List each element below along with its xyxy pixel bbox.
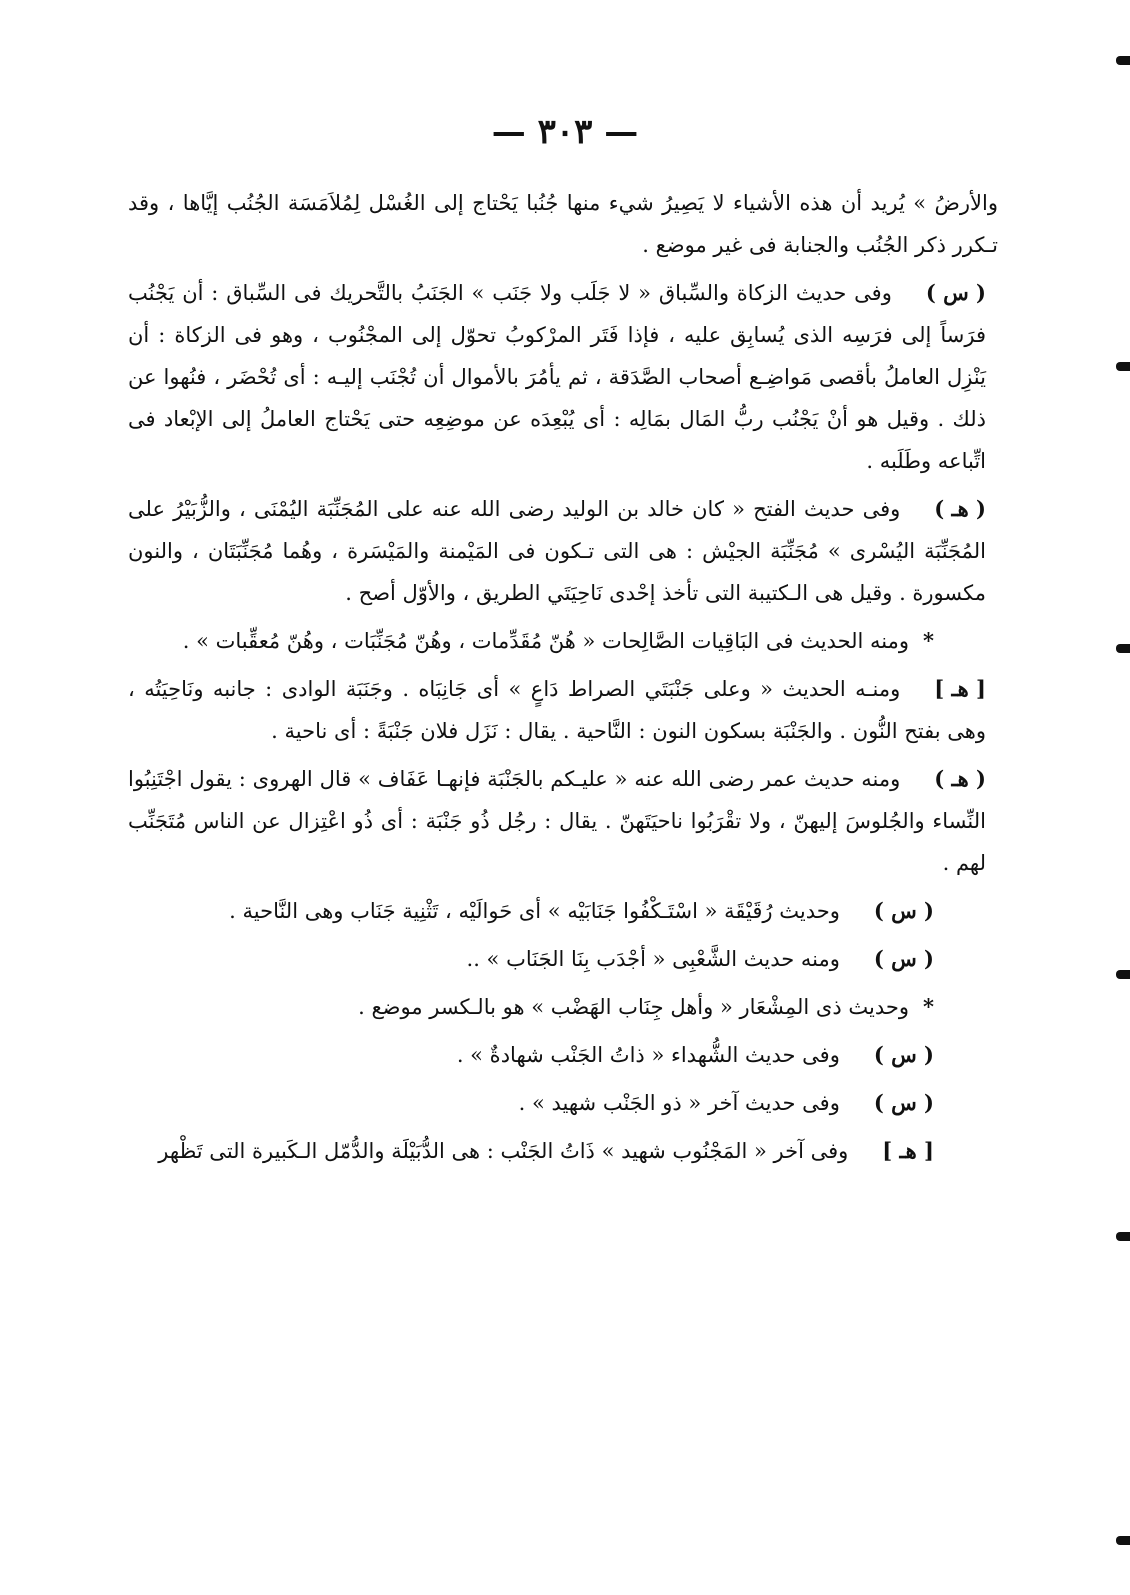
paragraph <box>128 668 998 752</box>
paragraph-text: ومنه الحديث فى البَاقِيات الصَّالِحات « هُنّ مُقَدِّمات ، وهُنّ مُجَنِّبَات ، وهُنّ مُعقِّبات » . <box>182 629 910 653</box>
paragraph <box>128 488 998 614</box>
paragraph <box>128 1130 998 1172</box>
scan-edge-mark <box>1116 56 1130 65</box>
source-marker: ( هـ ) <box>934 496 986 521</box>
star-marker: * <box>923 628 934 653</box>
paragraph <box>128 182 998 266</box>
source-marker: ( س ) <box>873 946 934 971</box>
star-marker: * <box>923 994 934 1019</box>
source-marker: [ هـ ] <box>882 1138 934 1163</box>
paragraph-text: وفى حديث الزكاة والسِّباق « لا جَلَب ولا جَنَب » الجَنَبُ بالتَّحريك فى السِّباق : أن يَجْنُب فرَساً إلى فرَسِه الذى يُسابِق عليه ، فإذا فَتَر المرْكوبُ تحوّل إلى المجْنُوب ، وهو فى الزكاة : أن يَنْزِل العاملُ بأقصى مَواضِـع أصحاب الصَّدَقة ، ثم يأمُرَ بالأموال أن تُجْنَب إليـه : أى تُحْضَر ، فنُهوا عن ذلك . وقيل هو أنْ يَجْنُب ربُّ المَال بمَالِه : أى يُبْعِدَه عن موضِعِه حتى يَحْتاج العاملُ إلى الإبْعاد فى اتِّباعه وطَلَبه . <box>128 281 986 473</box>
paragraph-text: ومنه حديث عمر رضى الله عنه « عليـكم بالجَنْبَة فإنهـا عَفَاف » قال الهروى : يقول اجْتَنِبُوا النِّساء والجُلوسَ إليهنّ ، ولا تقْرَبُوا ناحيَتَهنّ . يقال : رجُل ذُو جَنْبَة : أى ذُو اعْتِزال عن الناس مُتَجَنِّب لهم . <box>128 767 986 875</box>
paragraph <box>128 620 998 662</box>
source-marker: ( س ) <box>873 1042 934 1067</box>
source-marker: ( س ) <box>873 898 934 923</box>
paragraph-text: وفى حديث آخر « ذو الجَنْب شهيد » . <box>518 1091 840 1115</box>
paragraph-text: وحديث رُقَيْقَة « اسْتَـكْفُوا جَنَابَيْه » أى حَوالَيْه ، تَثْنِية جَنَاب وهى النَّاحية . <box>229 899 840 923</box>
page-number: — ٣٠٣ — <box>491 112 639 152</box>
paragraph-text: وفى آخر « المَجْنُوب شهيد » ذَاتُ الجَنْب : هى الدُّبَيْلَة والدُّمّل الـكَبيرة التى تَظْهر <box>158 1139 849 1163</box>
paragraph-text: وحديث ذى المِشْعَار « وأهل جِنَاب الهَضْب » هو بالـكسر موضع . <box>358 995 910 1019</box>
paragraph-text: وفى حديث الشُّهداء « ذاتُ الجَنْب شهادةٌ » . <box>456 1043 840 1067</box>
scan-edge-mark <box>1116 362 1130 371</box>
paragraph-text: والأرضُ » يُريد أن هذه الأشياء لا يَصِيرُ شيء منها جُنُبا يَحْتاج إلى الغُسْل لِمُلاَمَسَة الجُنُب إيَّاها ، وقد تـكرر ذكر الجُنُب والجنابة فى غير موضع . <box>128 191 998 257</box>
page-text-body <box>128 182 998 1172</box>
paragraph <box>128 272 998 482</box>
paragraph <box>128 890 998 932</box>
paragraph <box>128 758 998 884</box>
paragraph-text: ومنه حديث الشَّعْبِى « أجْدَب بِنَا الجَنَاب » .. <box>466 947 840 971</box>
paragraph-text: ومنـه الحديث « وعلى جَنْبَتَي الصراط دَاعٍ » أى جَانِبَاه . وجَنَبَة الوادى : جانبه ونَاحِيَتُه ، وهى بفتح النُّون . والجَنْبَة بسكون النون : النَّاحية . يقال : نَزَل فلان جَنْبَةً : أى ناحية . <box>128 677 986 743</box>
source-marker: [ هـ ] <box>934 676 986 701</box>
paragraph <box>128 938 998 980</box>
scan-edge-mark <box>1116 644 1130 653</box>
source-marker: ( هـ ) <box>934 766 986 791</box>
paragraph-text: وفى حديث الفتح « كان خالد بن الوليد رضى الله عنه على المُجَنِّبَة اليُمْنَى ، والزُّبَيْرُ على المُجَنِّبَة اليُسْرى » مُجَنِّبَة الجيْش : هى التى تـكون فى المَيْمنة والمَيْسَرة ، وهُما مُجَنِّبَتَان ، والنون مكسورة . وقيل هى الـكتيبة التى تأخذ إحْدى نَاحِيَتَي الطريق ، والأوّل أصح . <box>128 497 986 605</box>
source-marker: ( س ) <box>925 280 986 305</box>
scan-edge-mark <box>1116 970 1130 979</box>
paragraph <box>128 1082 998 1124</box>
source-marker: ( س ) <box>873 1090 934 1115</box>
scan-edge-mark <box>1116 1536 1130 1545</box>
paragraph <box>128 1034 998 1076</box>
scan-edge-mark <box>1116 1232 1130 1241</box>
paragraph <box>128 986 998 1028</box>
